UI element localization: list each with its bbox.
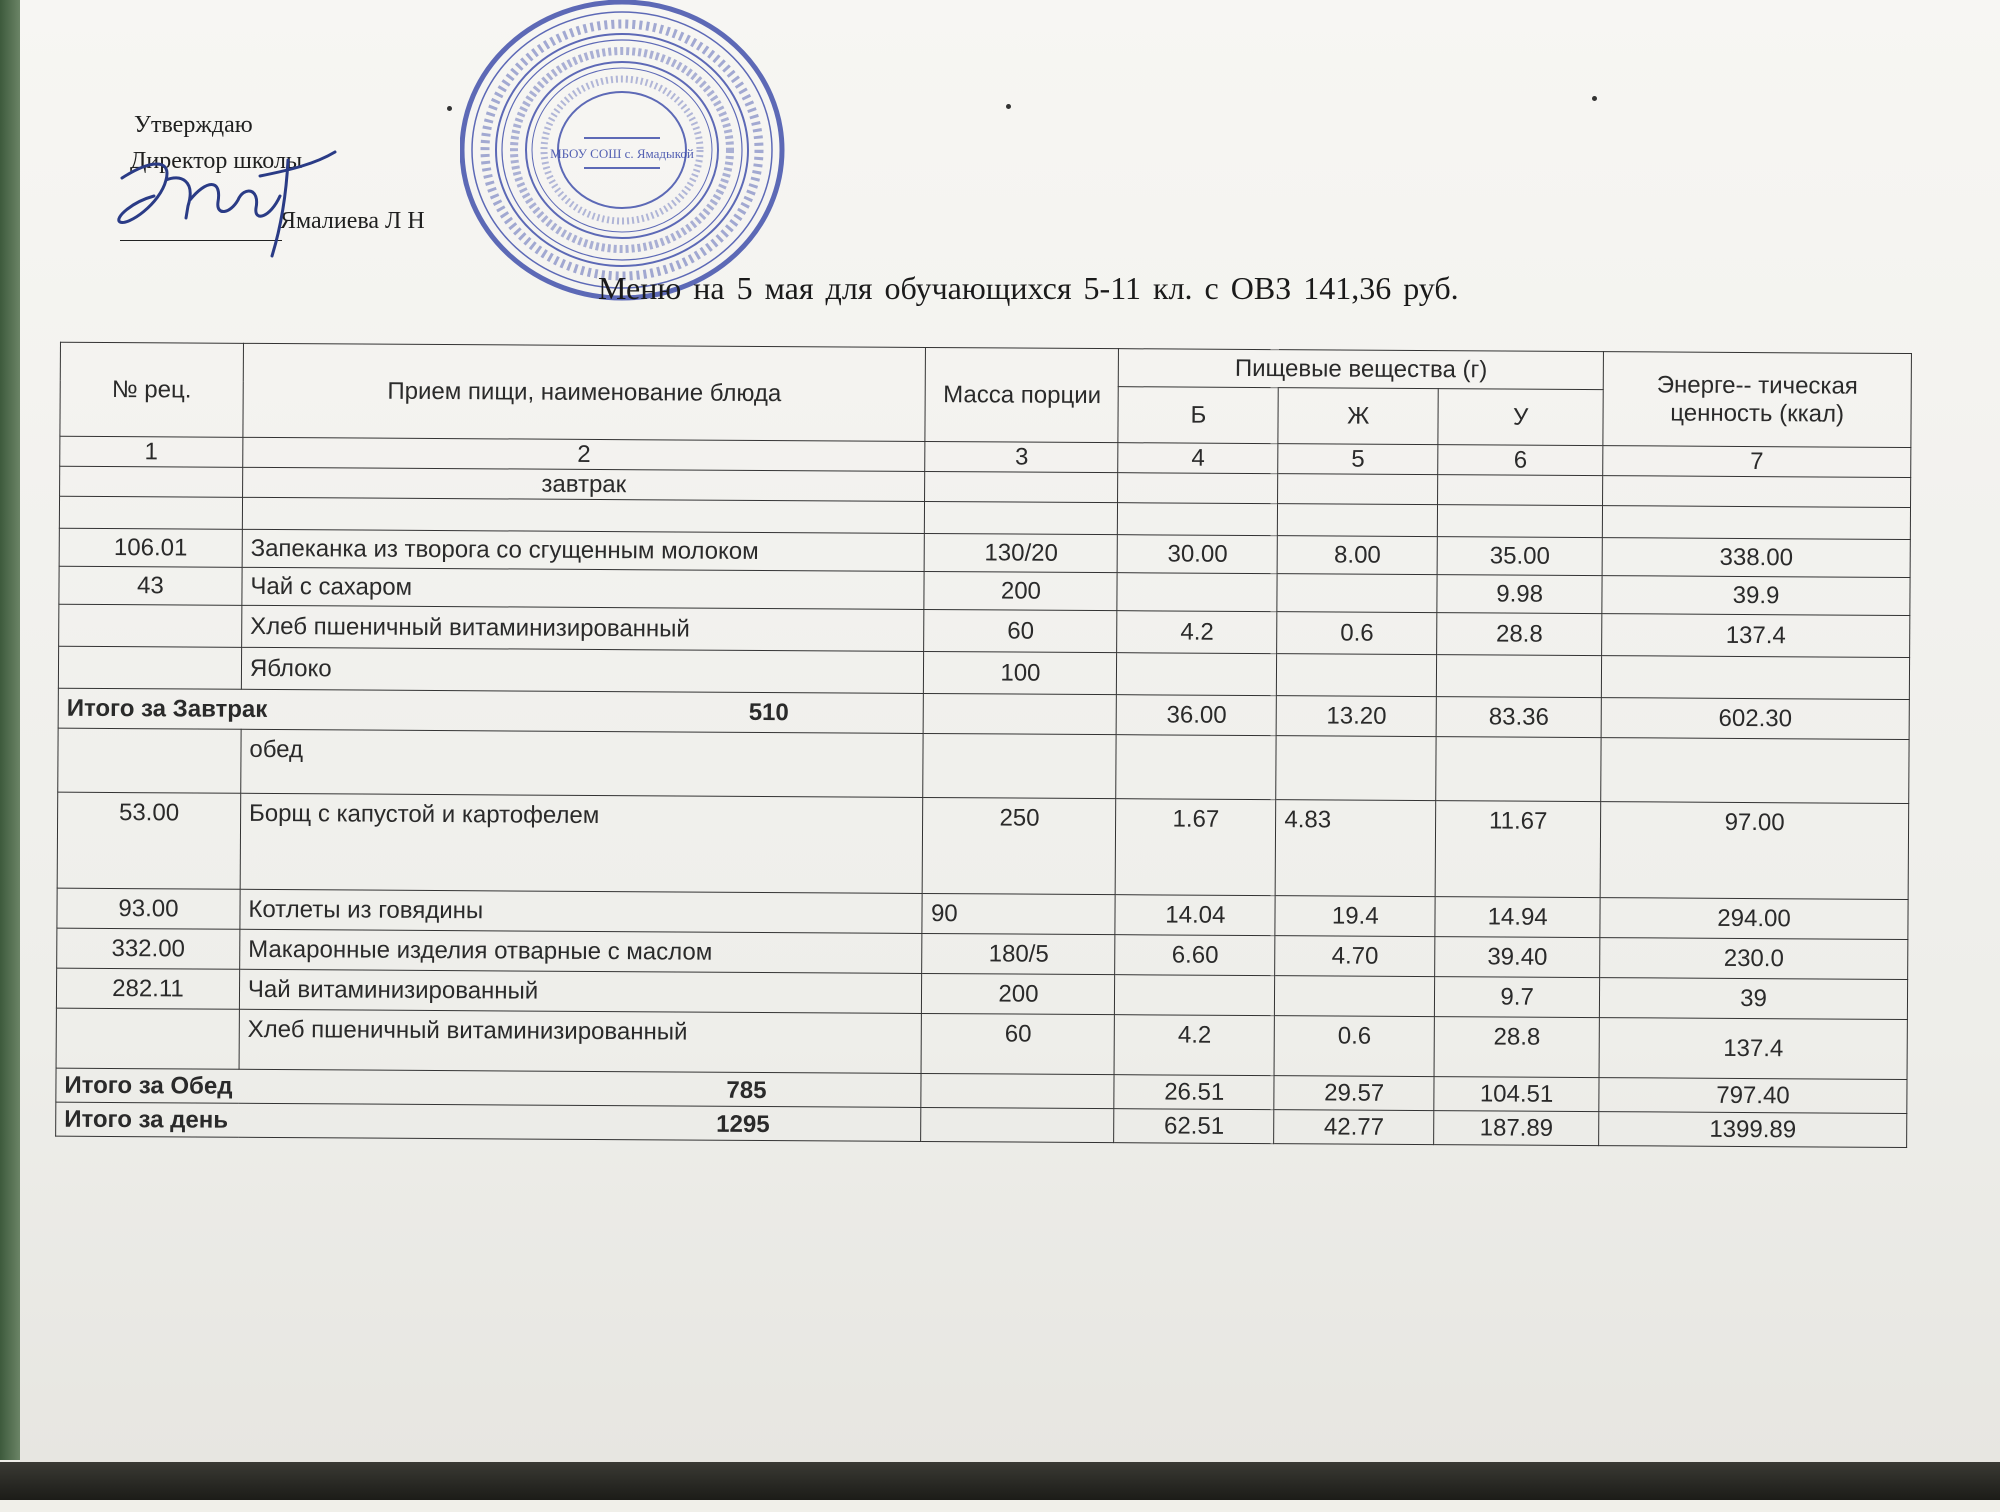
column-number: 4 [1118, 443, 1278, 474]
cell-dish: Чай витаминизированный [239, 969, 922, 1013]
header-mass: Масса порции [925, 347, 1118, 442]
approval-name: Ямалиева Л Н [280, 208, 425, 234]
cell-carbs: 35.00 [1437, 537, 1602, 576]
cell-carbs: 11.67 [1435, 801, 1601, 898]
table-row [56, 1008, 1907, 1079]
cell-protein: 6.60 [1115, 935, 1275, 976]
cell-carbs: 83.36 [1436, 697, 1601, 738]
cell-dish: Котлеты из говядины [240, 889, 923, 933]
cell-dish: Хлеб пшеничный витаминизированный [242, 605, 925, 651]
cell-mass: 60 [924, 609, 1117, 652]
cell-mass: 200 [924, 571, 1117, 610]
section-breakfast: завтрак [242, 467, 925, 501]
cell-protein: 62.51 [1114, 1109, 1274, 1144]
total-lunch-label: Итого за Обед [64, 1071, 233, 1100]
cell-kcal: 294.00 [1600, 898, 1908, 940]
header-energy: Энерге-- тическая ценность (ккал) [1603, 352, 1911, 448]
cell-kcal: 137.4 [1602, 614, 1910, 658]
cell-carbs: 28.8 [1434, 1017, 1599, 1078]
cell-fat: 42.77 [1274, 1110, 1434, 1145]
cell-protein: 36.00 [1116, 695, 1276, 736]
cell-dish: Запеканка из творога со сгущенным молоком [242, 529, 925, 571]
total-breakfast-label: Итого за Завтрак [66, 694, 268, 723]
cell-mass: 90 [922, 893, 1115, 934]
cell-fat: 8.00 [1277, 536, 1437, 575]
cell-fat: 4.83 [1275, 800, 1435, 897]
cell-mass: 60 [922, 1013, 1115, 1074]
cell-protein: 14.04 [1115, 895, 1275, 936]
cell-fat: 29.57 [1274, 1076, 1434, 1111]
approval-position: Директор школы [130, 148, 303, 174]
cell-protein [1117, 653, 1277, 696]
cell-fat [1275, 976, 1435, 1017]
column-number: 2 [243, 437, 926, 471]
cell-protein [1115, 975, 1275, 1016]
cell-carbs: 104.51 [1434, 1077, 1599, 1112]
cell-fat: 19.4 [1275, 896, 1435, 937]
cell-rec: 282.11 [56, 968, 239, 1009]
header-nutrients: Пищевые вещества (г) [1119, 349, 1604, 390]
cell-rec: 93.00 [57, 888, 240, 929]
cell-mass: 250 [923, 797, 1116, 894]
cell-dish: Макаронные изделия отварные с маслом [240, 929, 923, 973]
cell-fat [1277, 654, 1437, 697]
cell-protein: 30.00 [1117, 535, 1277, 574]
total-label [58, 688, 924, 733]
cell-carbs: 39.40 [1435, 937, 1600, 978]
cell-mass: 180/5 [922, 933, 1115, 974]
cell-kcal: 39 [1600, 978, 1908, 1020]
cell-dish: Хлеб пшеничный витаминизированный [239, 1009, 922, 1073]
header-meal: Прием пищи, наименование блюда [243, 343, 926, 441]
cell-mass: 200 [922, 973, 1115, 1014]
header-u: У [1438, 389, 1603, 446]
cell-protein: 1.67 [1116, 799, 1276, 896]
cell-kcal: 39.9 [1602, 576, 1910, 616]
cell-fat: 0.6 [1277, 612, 1437, 655]
cell-carbs: 14.94 [1435, 897, 1600, 938]
cell-dish: Чай с сахаром [242, 567, 925, 609]
header-b: Б [1118, 387, 1278, 444]
column-number: 5 [1278, 444, 1438, 475]
cell-dish: Борщ с капустой и картофелем [240, 793, 923, 893]
cell-carbs [1437, 655, 1602, 698]
column-number: 6 [1438, 445, 1603, 476]
total-day-mass: 1295 [716, 1110, 770, 1139]
table-row [57, 792, 1909, 899]
header-rec: № рец. [60, 342, 243, 437]
cell-protein: 4.2 [1114, 1015, 1274, 1076]
cell-rec [56, 1008, 239, 1069]
cell-rec [58, 646, 241, 689]
total-lunch-mass: 785 [726, 1076, 767, 1105]
section-lunch: обед [241, 729, 924, 797]
cell-kcal: 230.0 [1600, 938, 1908, 980]
cell-kcal: 137.4 [1599, 1018, 1907, 1080]
cell-fat: 0.6 [1274, 1016, 1434, 1077]
cell-kcal: 338.00 [1602, 538, 1910, 578]
total-breakfast-mass: 510 [748, 698, 789, 727]
cell-carbs: 9.98 [1437, 575, 1602, 614]
cell-carbs: 9.7 [1435, 977, 1600, 1018]
cell-kcal: 1399.89 [1599, 1112, 1907, 1148]
header-row [60, 342, 1911, 391]
total-label [56, 1102, 922, 1141]
menu-table [55, 342, 1912, 1148]
cell-rec: 53.00 [57, 792, 240, 889]
column-number: 7 [1603, 446, 1911, 478]
cell-dish: Яблоко [241, 647, 924, 693]
cell-carbs: 28.8 [1437, 613, 1602, 656]
cell-kcal: 602.30 [1601, 698, 1909, 740]
cell-rec: 332.00 [57, 928, 240, 969]
cell-kcal: 797.40 [1599, 1078, 1907, 1114]
cell-protein [1117, 573, 1277, 612]
total-day-label: Итого за день [64, 1105, 229, 1134]
header-zh: Ж [1278, 388, 1438, 445]
cell-carbs: 187.89 [1434, 1111, 1599, 1146]
approval-line: Утверждаю [134, 112, 253, 138]
cell-rec [59, 604, 242, 647]
cell-rec: 43 [59, 566, 242, 605]
cell-kcal [1601, 656, 1909, 700]
stamp-text: МБОУ СОШ с. Ямадыкой [550, 146, 694, 161]
cell-rec: 106.01 [59, 528, 242, 567]
cell-protein: 26.51 [1114, 1075, 1274, 1110]
cell-fat: 4.70 [1275, 936, 1435, 977]
column-number: 1 [60, 436, 243, 467]
total-label [56, 1068, 922, 1107]
cell-fat [1277, 574, 1437, 613]
cell-kcal: 97.00 [1600, 802, 1908, 900]
cell-mass: 100 [924, 651, 1117, 694]
cell-mass: 130/20 [925, 533, 1118, 572]
section-row [58, 728, 1909, 803]
page-title: Меню на 5 мая для обучающихся 5-11 кл. с ОВЗ 141,36 руб. [598, 270, 1459, 306]
column-number: 3 [925, 441, 1118, 472]
cell-fat: 13.20 [1276, 696, 1436, 737]
cell-protein: 4.2 [1117, 611, 1277, 654]
